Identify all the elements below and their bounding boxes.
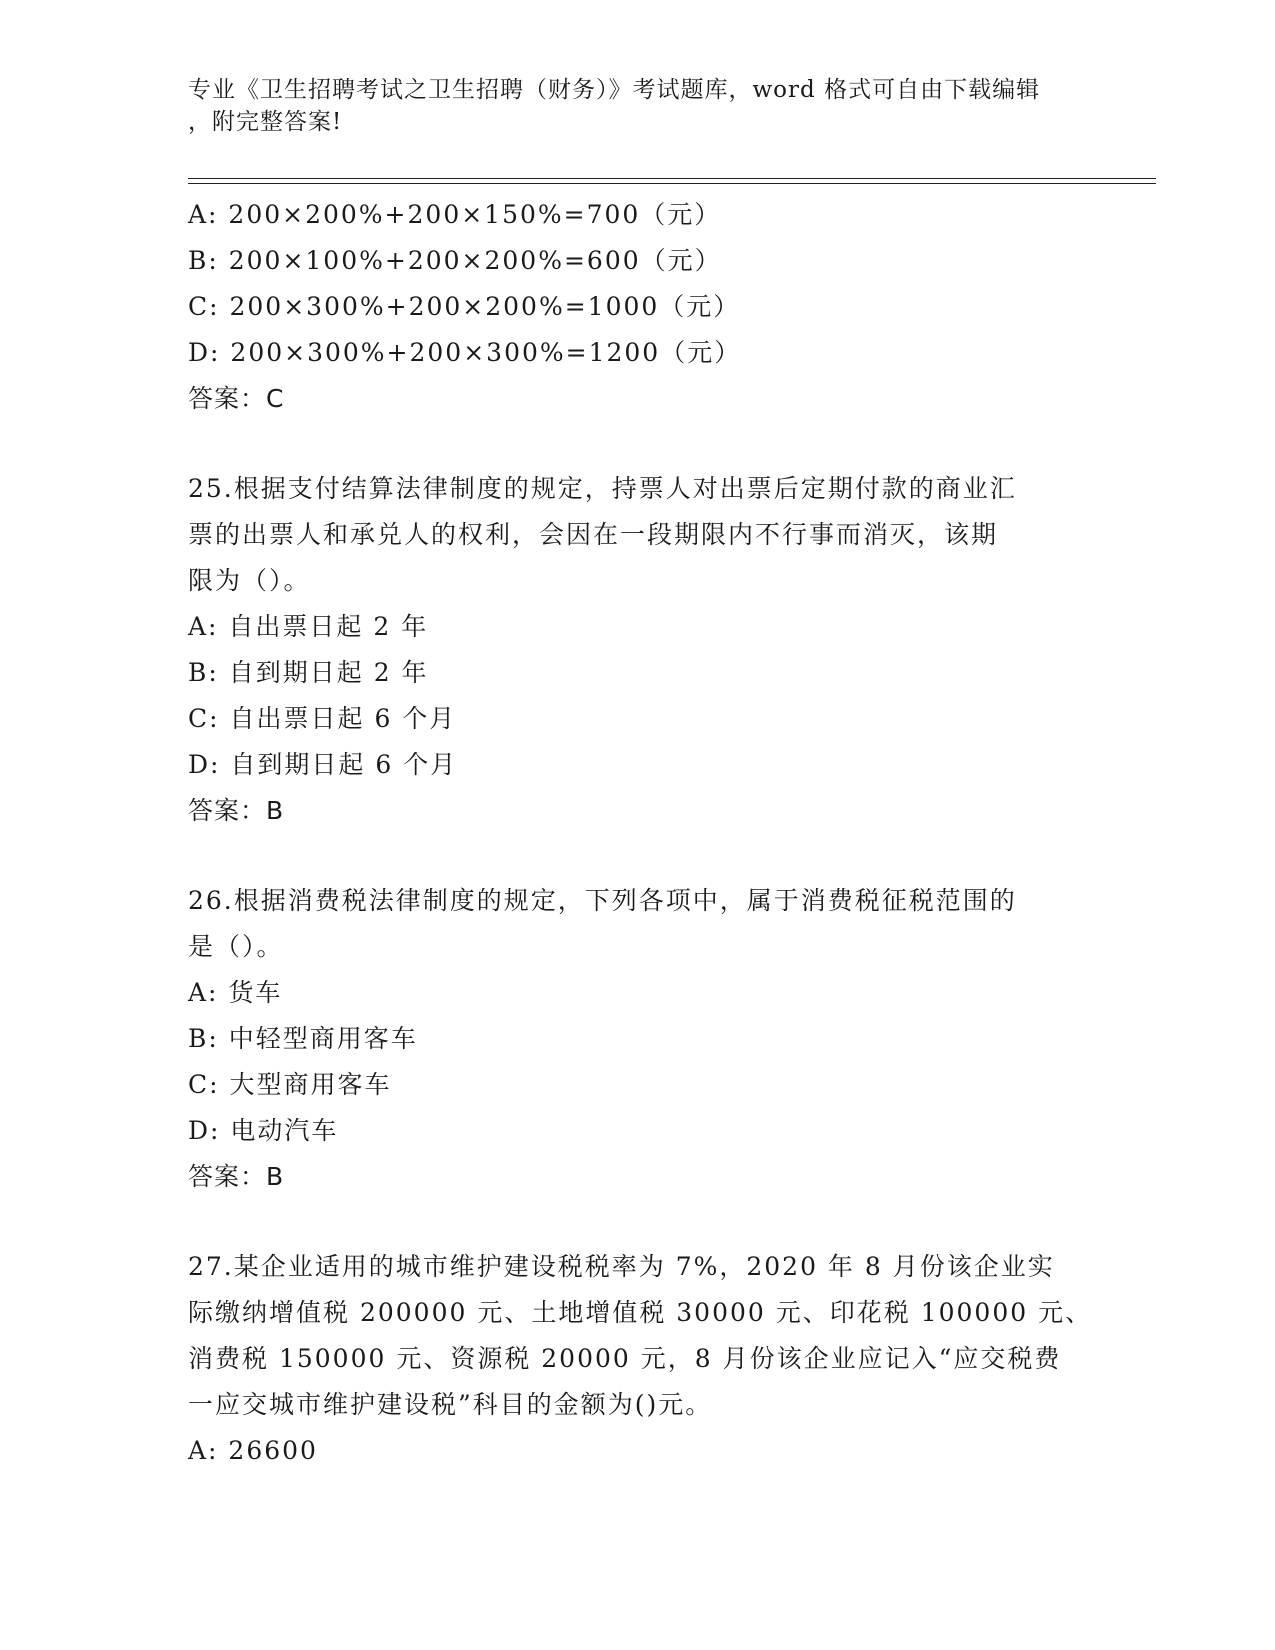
spacer	[188, 834, 1088, 878]
option-b: B: 200×100%+200×200%=600（元）	[188, 246, 722, 275]
stem-line: 一应交城市维护建设税”科目的金额为()元。	[188, 1390, 713, 1419]
stem-line: 际缴纳增值税 200000 元、土地增值税 30000 元、印花税 100000 元、	[188, 1298, 1093, 1327]
option-d: D: 电动汽车	[188, 1116, 339, 1145]
stem-line: 25.根据支付结算法律制度的规定，持票人对出票后定期付款的商业汇	[188, 474, 1017, 503]
option-c: C: 大型商用客车	[188, 1070, 392, 1099]
spacer	[188, 422, 1088, 466]
option-b: B: 中轻型商用客车	[188, 1024, 418, 1053]
option-d: D: 自到期日起 6 个月	[188, 750, 458, 779]
question-27	[188, 1244, 1093, 1474]
option-c: C: 自出票日起 6 个月	[188, 704, 457, 733]
header-line-1: 专业《卫生招聘考试之卫生招聘（财务）》考试题库，word 格式可自由下载编辑	[188, 77, 1041, 103]
option-c: C: 200×300%+200×200%=1000（元）	[188, 292, 741, 321]
option-a: A: 26600	[188, 1436, 318, 1465]
stem-line: 消费税 150000 元、资源税 20000 元，8 月份该企业应记入“应交税费	[188, 1344, 1062, 1373]
option-a: A: 200×200%+200×150%=700（元）	[188, 200, 722, 229]
question-content	[188, 192, 1093, 1474]
option-b: B: 自到期日起 2 年	[188, 658, 429, 687]
answer-line: 答案：B	[188, 796, 285, 825]
stem-line: 票的出票人和承兑人的权利，会因在一段期限内不行事而消灭，该期	[188, 520, 999, 549]
answer-line: 答案：C	[188, 384, 285, 413]
stem-line: 26.根据消费税法律制度的规定，下列各项中，属于消费税征税范围的	[188, 886, 1017, 915]
stem-line: 限为（）。	[188, 566, 311, 595]
question-26	[188, 878, 1088, 1200]
question-24	[188, 192, 1088, 422]
header-divider-top	[188, 178, 1156, 179]
answer-line: 答案：B	[188, 1162, 285, 1191]
header-divider-bottom	[188, 183, 1156, 184]
question-25	[188, 466, 1088, 834]
document-header	[188, 74, 1068, 138]
question-stem	[188, 1244, 1093, 1428]
option-a: A: 自出票日起 2 年	[188, 612, 429, 641]
stem-line: 27.某企业适用的城市维护建设税税率为 7%，2020 年 8 月份该企业实	[188, 1252, 1055, 1281]
header-line-2: ，附完整答案!	[188, 109, 343, 135]
option-a: A: 货车	[188, 978, 283, 1007]
question-stem	[188, 878, 1068, 970]
option-d: D: 200×300%+200×300%=1200（元）	[188, 338, 742, 367]
stem-line: 是（）。	[188, 932, 284, 961]
question-stem	[188, 466, 1068, 604]
spacer	[188, 1200, 1088, 1244]
